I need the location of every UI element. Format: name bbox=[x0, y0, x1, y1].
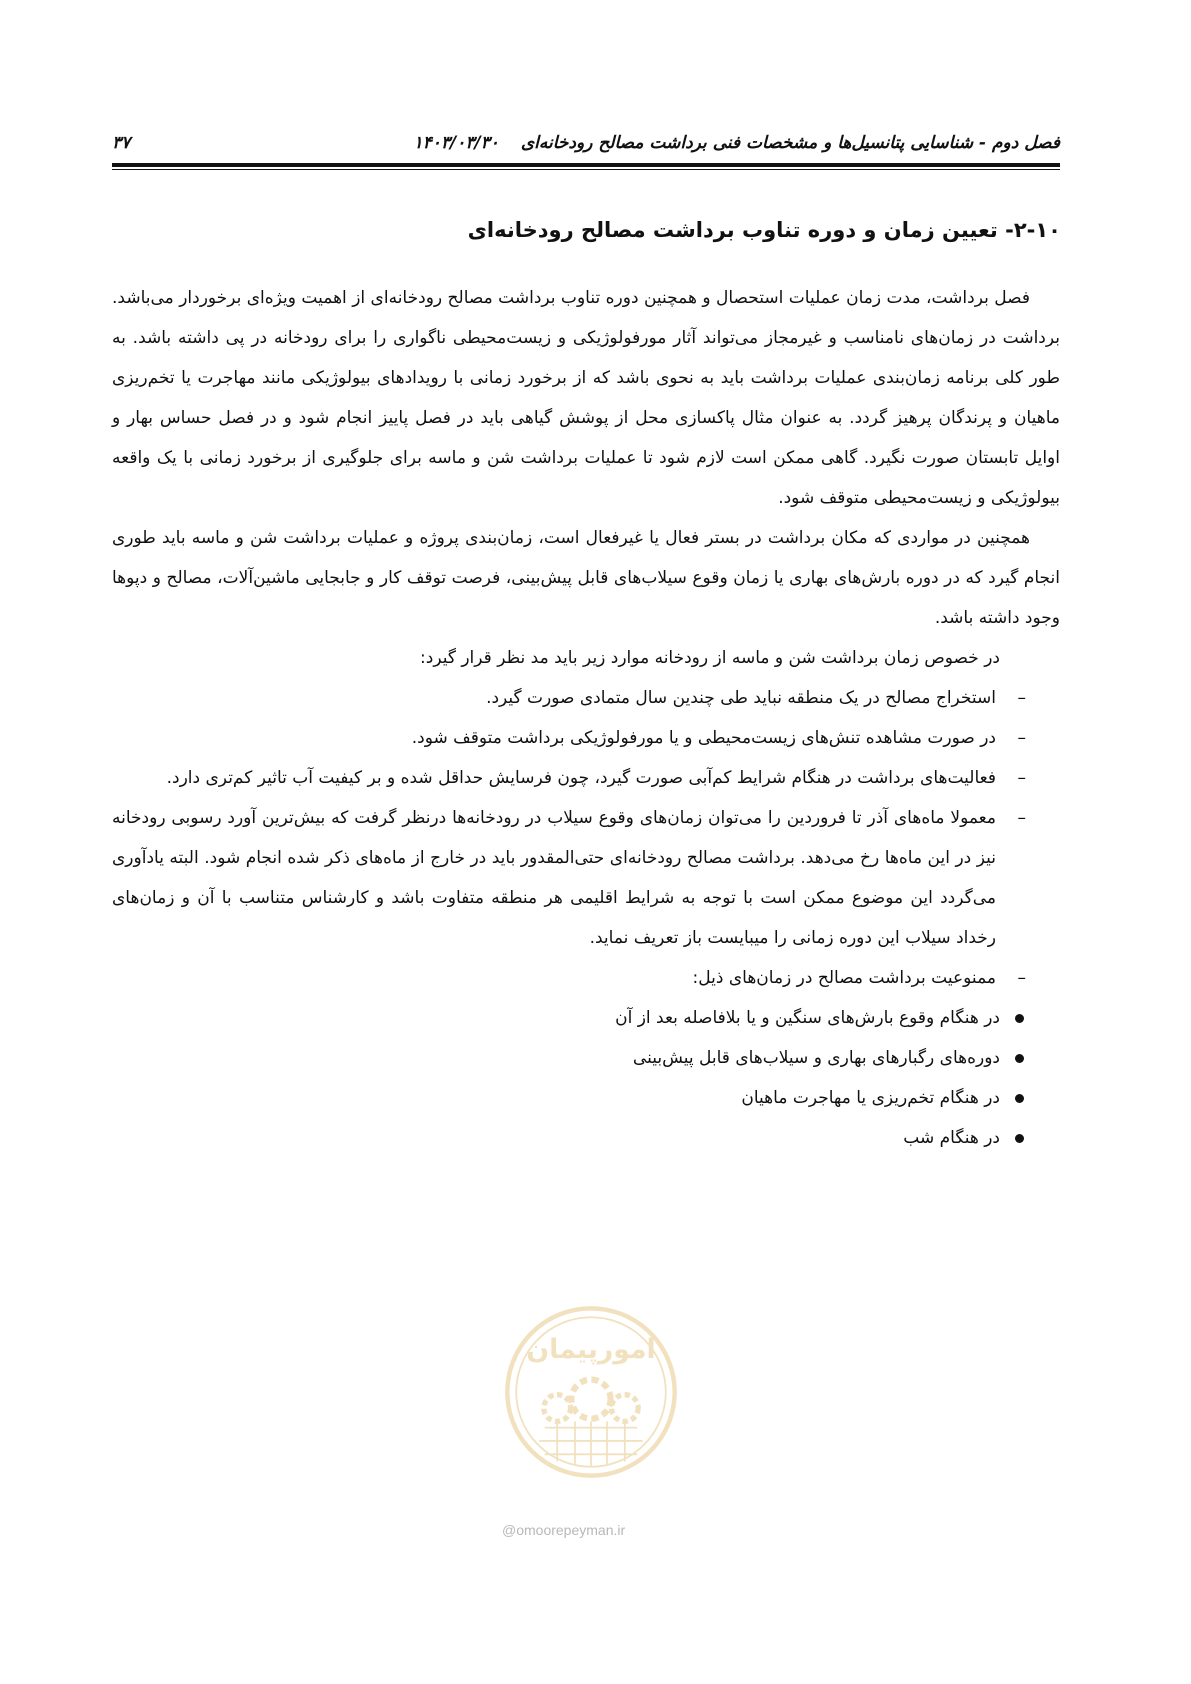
page-header bbox=[112, 128, 1060, 158]
bullet-list bbox=[112, 998, 1060, 1158]
list-item: – استخراج مصالح در یک منطقه نباید طی چندین سال متمادی صورت گیرد. bbox=[112, 678, 1030, 718]
list-item: – فعالیت‌های برداشت در هنگام شرایط کم‌آبی صورت گیرد، چون فرسایش حداقل شده و بر کیفیت آب تاثیر کم‌تری دارد. bbox=[112, 758, 1030, 798]
list-item: دوره‌های رگبارهای بهاری و سیلاب‌های قابل پیش‌بینی bbox=[112, 1038, 1030, 1078]
list-intro: در خصوص زمان برداشت شن و ماسه از رودخانه موارد زیر باید مد نظر قرار گیرد: bbox=[420, 648, 1000, 668]
list-item: در هنگام تخم‌ریزی یا مهاجرت ماهیان bbox=[112, 1078, 1030, 1118]
dash-list bbox=[112, 678, 1060, 998]
header-chapter bbox=[413, 133, 1060, 153]
watermark-url: @omoorepeyman.ir bbox=[502, 1522, 626, 1538]
list-item: در هنگام وقوع بارش‌های سنگین و یا بلافاصله بعد از آن bbox=[112, 998, 1030, 1038]
document-body bbox=[112, 278, 1060, 1158]
header-date: ۱۴۰۳/۰۳/۳۰ bbox=[413, 133, 499, 153]
list-item: در هنگام شب bbox=[112, 1118, 1030, 1158]
page-number: ۳۷ bbox=[112, 133, 131, 153]
paragraph: فصل برداشت، مدت زمان عملیات استحصال و همچنین دوره تناوب برداشت مصالح رودخانه‌ای از اهمیت ویژه‌ای برخوردار می‌باشد. برداشت در زمان‌های نامناسب و غیرمجاز می‌تواند آثار مورفولوژیکی و زیست‌محیطی ناگواری را برای رودخانه در پی داشته باشد. به طور کلی برنامه زمان‌بندی عملیات برداشت باید به نحوی باشد که از برخورد زمانی با رویدادهای بیولوژیکی مانند مهاجرت یا تخم‌ریزی ماهیان و پرندگان پرهیز گردد. به عنوان مثال پاکسازی محل از پوشش گیاهی باید در فصل پاییز انجام شود و در فصل حساس بهار و اوایل تابستان صورت نگیرد. گاهی ممکن است لازم شود تا عملیات برداشت شن و ماسه برای جلوگیری از برخورد زمانی با یک واقعه بیولوژیکی و زیست‌محیطی متوقف شود. bbox=[112, 288, 1060, 508]
paragraph: همچنین در مواردی که مکان برداشت در بستر فعال یا غیرفعال است، زمان‌بندی پروژه و عملیات برداشت شن و ماسه باید طوری انجام گیرد که در دوره بارش‌های بهاری یا زمان وقوع سیلاب‌های قابل پیش‌بینی، فرصت توقف کار و جابجایی ماشین‌آلات، مصالح و دپوها وجود داشته باشد. bbox=[112, 528, 1060, 628]
header-rule bbox=[112, 163, 1060, 170]
list-item: – ممنوعیت برداشت مصالح در زمان‌های ذیل: bbox=[112, 958, 1030, 998]
watermark-logo bbox=[502, 1303, 680, 1481]
chapter-title: فصل دوم - شناسایی پتانسیل‌ها و مشخصات فنی برداشت مصالح رودخانه‌ای bbox=[520, 133, 1060, 153]
list-item: – معمولا ماه‌های آذر تا فروردین را می‌توان زمان‌های وقوع سیلاب در رودخانه‌ها درنظر گرفت که بیش‌ترین آورد رسوبی رودخانه نیز در این ماه‌ها رخ می‌دهد. برداشت مصالح رودخانه‌ای حتی‌المقدور باید در خارج از ماه‌های ذکر شده انجام شود. البته یادآوری می‌گردد این موضوع ممکن است با توجه به شرایط اقلیمی هر منطقه متفاوت باشد و کارشناس متناسب با آن و زمان‌های رخداد سیلاب این دوره زمانی را میبایست باز تعریف نماید. bbox=[112, 798, 1030, 958]
section-heading: ۲-۱۰- تعیین زمان و دوره تناوب برداشت مصالح رودخانه‌ای bbox=[467, 218, 1061, 242]
list-item: – در صورت مشاهده تنش‌های زیست‌محیطی و یا مورفولوژیکی برداشت متوقف شود. bbox=[112, 718, 1030, 758]
watermark-logo-text: امورپیمان bbox=[526, 1334, 656, 1366]
